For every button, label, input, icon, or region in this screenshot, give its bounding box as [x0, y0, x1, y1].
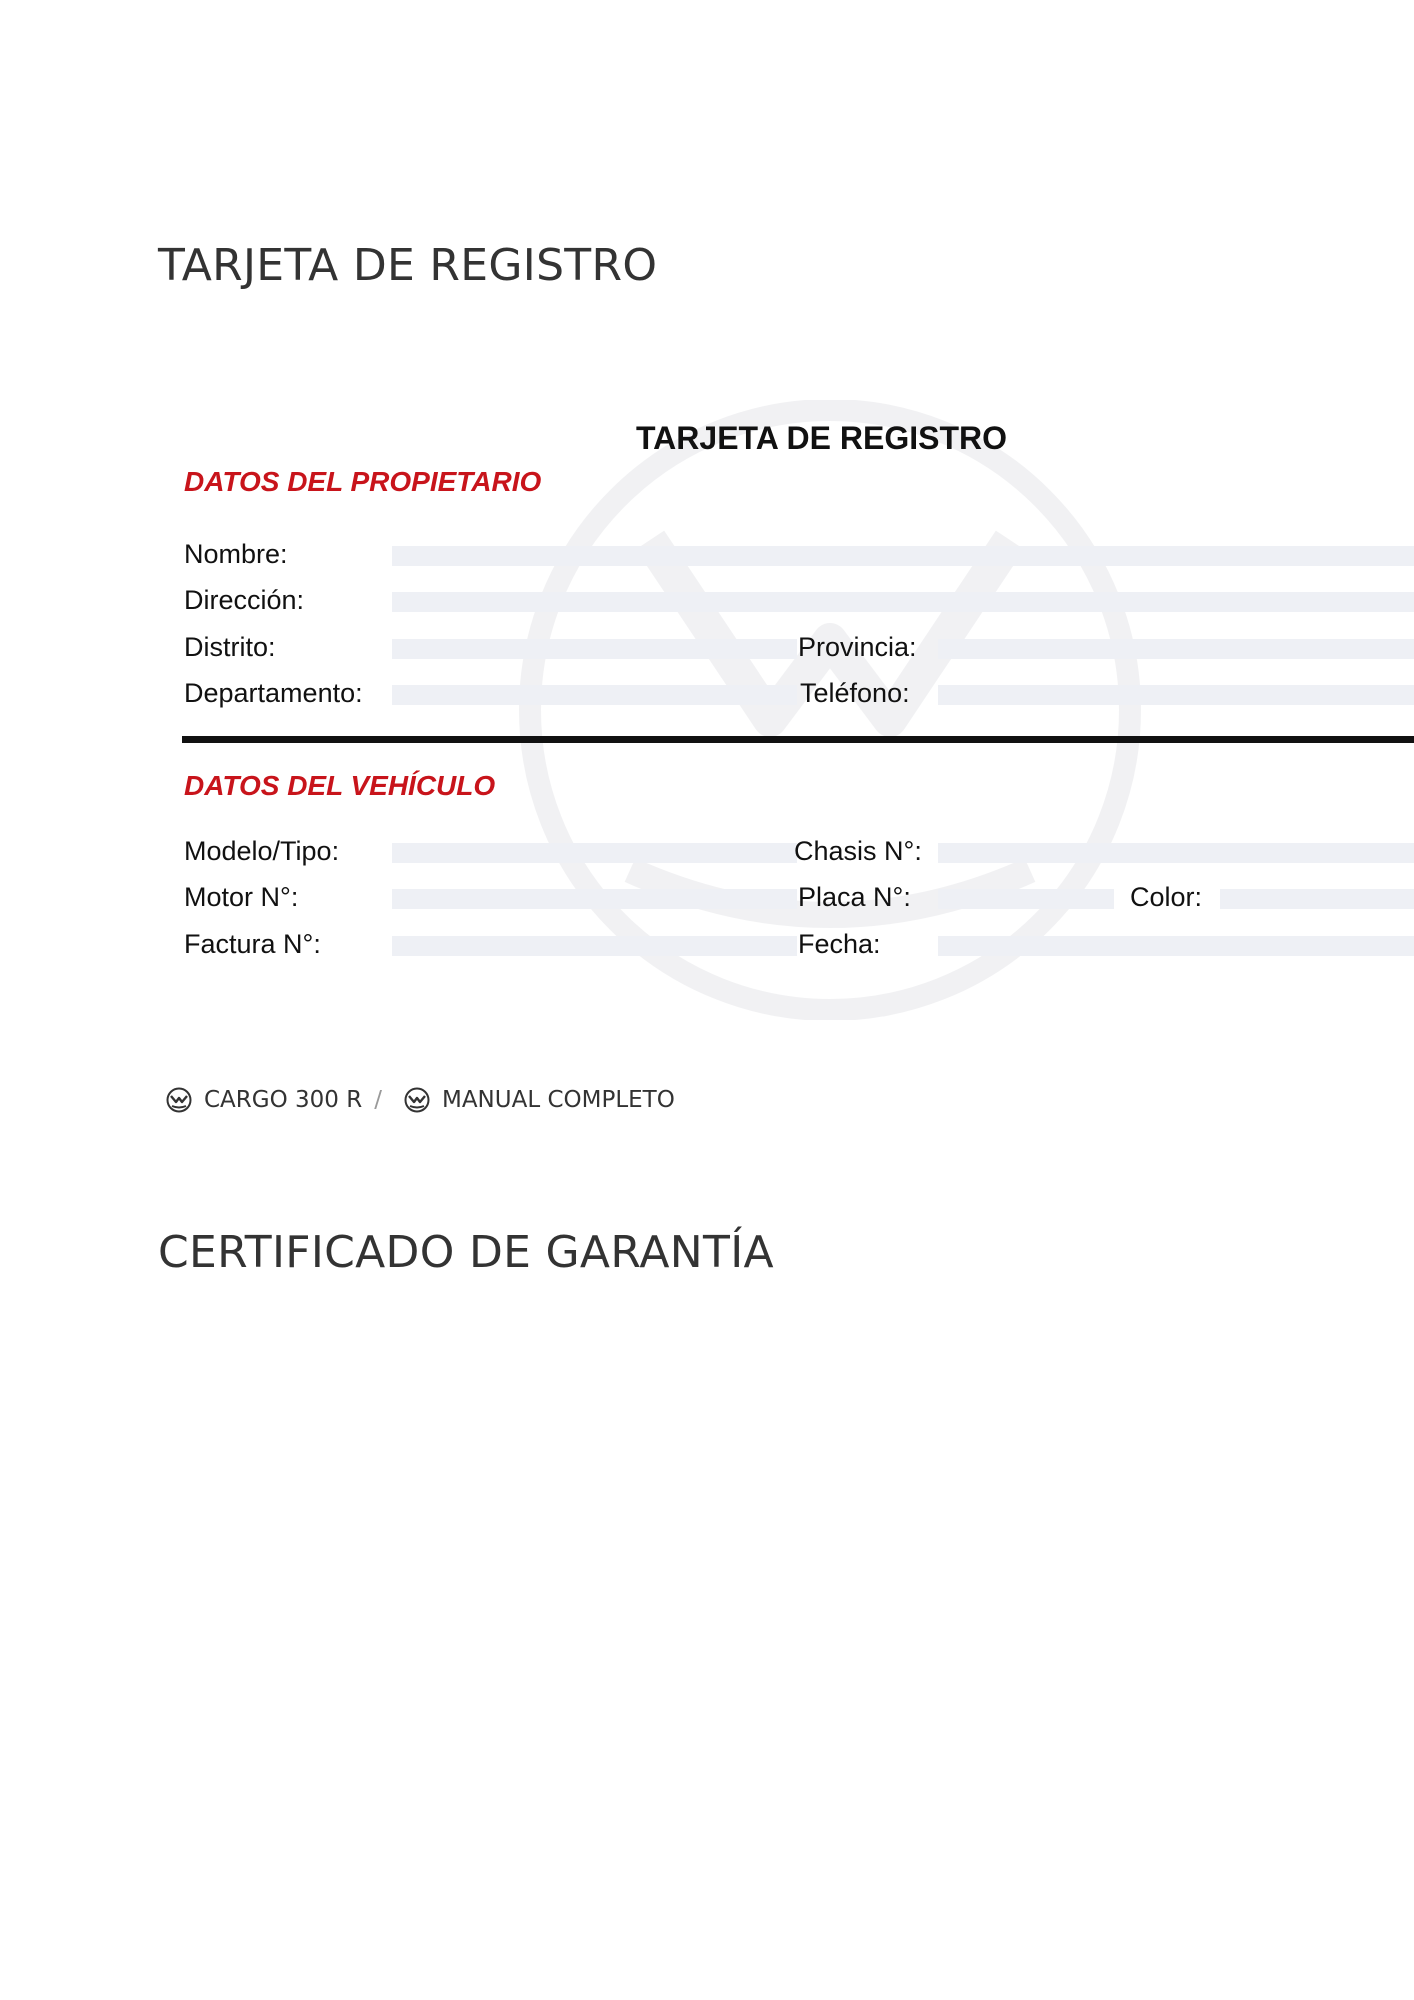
input-line-provincia[interactable] — [938, 639, 1414, 659]
brand-logo-icon — [404, 1087, 430, 1113]
section-title-vehicle: DATOS DEL VEHÍCULO — [184, 770, 496, 801]
input-line-motor[interactable] — [392, 889, 797, 909]
input-line-chasis[interactable] — [938, 843, 1414, 863]
label-departamento: Departamento: — [184, 678, 363, 708]
breadcrumb-item-manual[interactable] — [404, 1087, 675, 1113]
registration-card — [180, 400, 1414, 1020]
input-line-modelo[interactable] — [392, 843, 797, 863]
input-line-nombre[interactable] — [392, 546, 1414, 566]
label-direccion: Dirección: — [184, 585, 305, 615]
breadcrumb-item-model[interactable] — [166, 1087, 362, 1113]
input-line-fecha[interactable] — [938, 936, 1414, 956]
input-line-direccion[interactable] — [392, 592, 1414, 612]
label-factura: Factura N°: — [184, 929, 321, 959]
input-line-placa[interactable] — [938, 889, 1114, 909]
breadcrumb — [166, 1082, 675, 1118]
label-color: Color: — [1130, 882, 1203, 912]
label-nombre: Nombre: — [184, 539, 288, 569]
input-line-departamento[interactable] — [392, 685, 797, 705]
label-fecha: Fecha: — [798, 929, 881, 959]
brand-logo-icon — [166, 1087, 192, 1113]
section-title-owner: DATOS DEL PROPIETARIO — [184, 466, 542, 497]
input-line-telefono[interactable] — [938, 685, 1414, 705]
input-line-distrito[interactable] — [392, 639, 797, 659]
page-heading-warranty: CERTIFICADO DE GARANTÍA — [158, 1227, 774, 1278]
breadcrumb-separator: / — [374, 1087, 382, 1113]
card-title: TARJETA DE REGISTRO — [636, 420, 1007, 456]
input-line-color[interactable] — [1220, 889, 1414, 909]
breadcrumb-label-model: CARGO 300 R — [204, 1087, 363, 1113]
label-modelo: Modelo/Tipo: — [184, 836, 340, 866]
brand-watermark-icon — [500, 400, 1160, 1020]
label-motor: Motor N°: — [184, 882, 299, 912]
breadcrumb-label-manual: MANUAL COMPLETO — [441, 1087, 675, 1113]
label-placa: Placa N°: — [798, 882, 911, 912]
input-line-factura[interactable] — [392, 936, 797, 956]
label-telefono: Teléfono: — [800, 678, 910, 708]
label-provincia: Provincia: — [798, 632, 917, 662]
section-divider — [182, 736, 1414, 743]
label-distrito: Distrito: — [184, 632, 276, 662]
page-heading-registration: TARJETA DE REGISTRO — [158, 240, 658, 291]
label-chasis: Chasis N°: — [794, 836, 922, 866]
